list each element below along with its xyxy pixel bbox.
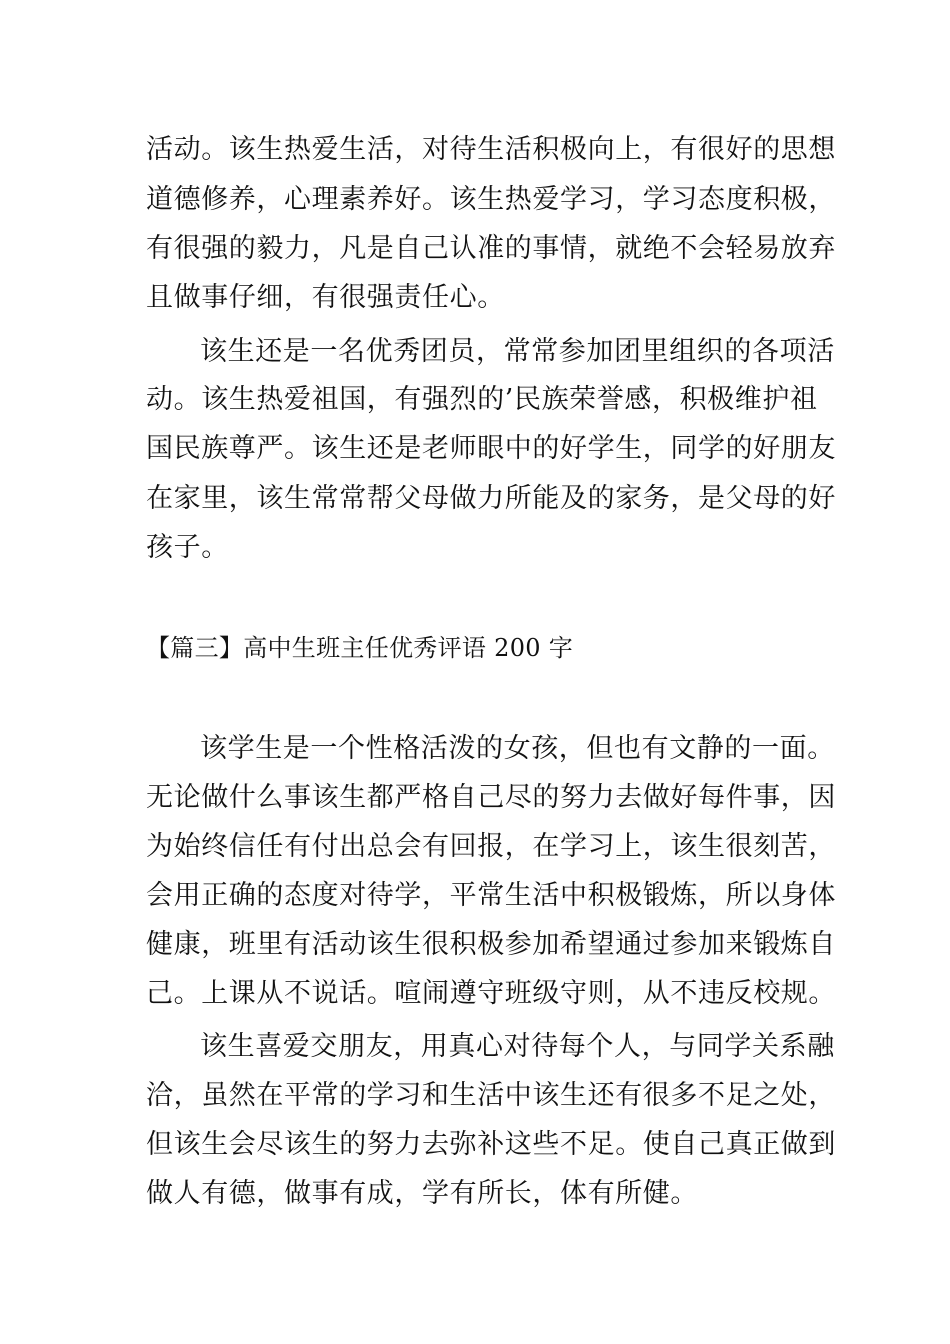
- paragraph-4-line-2: 洽，虽然在平常的学习和生活中该生还有很多不足之处，: [146, 1080, 836, 1111]
- paragraph-1-line-2: 道德修养，心理素养好。该生热爱学习，学习态度积极，: [146, 184, 836, 215]
- paragraph-2-line-2: 动。该生热爱祖国，有强烈的’民族荣誉感，积极维护祖: [146, 384, 818, 415]
- paragraph-3-line-3: 为始终信任有付出总会有回报，在学习上，该生很刻苦，: [146, 831, 836, 862]
- section-heading: 【篇三】高中生班主任优秀评语 200 字: [146, 634, 574, 662]
- paragraph-3-line-4: 会用正确的态度对待学，平常生活中积极锻炼，所以身体: [146, 880, 836, 911]
- paragraph-2-line-1: 该生还是一名优秀团员，常常参加团里组织的各项活: [200, 336, 835, 367]
- paragraph-2-line-5: 孩子。: [146, 532, 229, 563]
- paragraph-3-line-2: 无论做什么事该生都严格自己尽的努力去做好每件事，因: [146, 782, 836, 813]
- paragraph-3-line-1: 该学生是一个性格活泼的女孩，但也有文静的一面。: [200, 733, 835, 764]
- paragraph-1-line-1: 活动。该生热爱生活，对待生活积极向上，有很好的思想: [146, 134, 836, 165]
- paragraph-3-line-6: 己。上课从不说话。喧闹遵守班级守则，从不违反校规。: [146, 978, 836, 1009]
- paragraph-4-line-4: 做人有德，做事有成，学有所长，体有所健。: [146, 1178, 698, 1209]
- paragraph-1-line-3: 有很强的毅力，凡是自己认准的事情，就绝不会轻易放弃: [146, 233, 836, 264]
- paragraph-4-line-1: 该生喜爱交朋友，用真心对待每个人，与同学关系融: [200, 1031, 835, 1062]
- paragraph-2-line-4: 在家里，该生常常帮父母做力所能及的家务，是父母的好: [146, 483, 836, 514]
- paragraph-3-line-5: 健康，班里有活动该生很积极参加希望通过参加来锻炼自: [146, 929, 836, 960]
- paragraph-4-line-3: 但该生会尽该生的努力去弥补这些不足。使自己真正做到: [146, 1129, 836, 1160]
- paragraph-2-line-3: 国民族尊严。该生还是老师眼中的好学生，同学的好朋友: [146, 433, 836, 464]
- paragraph-1-line-4: 且做事仔细，有很强责任心。: [146, 282, 505, 313]
